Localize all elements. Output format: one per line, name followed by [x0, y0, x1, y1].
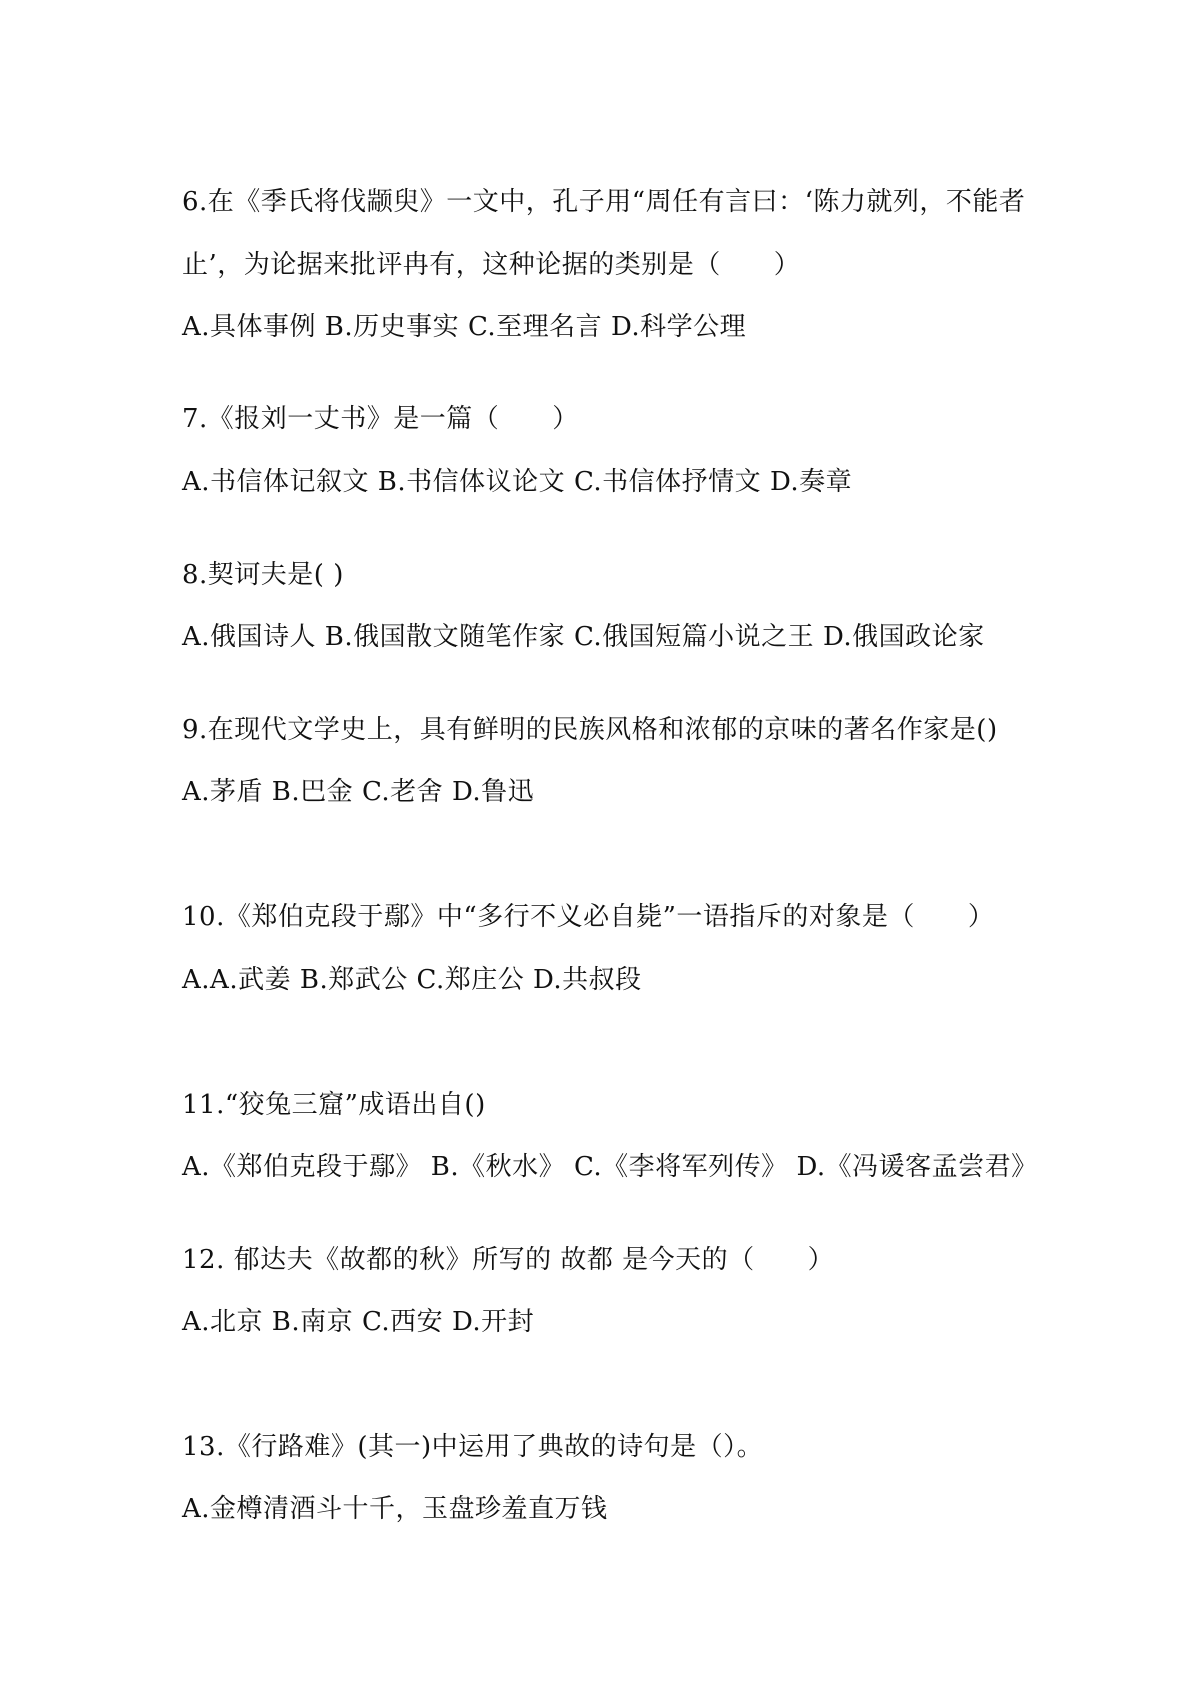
question-6-stem-line-1: 6.在《季氏将伐颛臾》一文中，孔子用“周任有言曰：‘陈力就列，不能者: [182, 187, 1026, 217]
question-9-options: A.茅盾 B.巴金 C.老舍 D.鲁迅: [182, 777, 535, 807]
question-12-options: A.北京 B.南京 C.西安 D.开封: [182, 1307, 535, 1337]
question-7-stem: 7.《报刘一丈书》是一篇（ ）: [182, 404, 579, 434]
question-12-stem: 12. 郁达夫《故都的秋》所写的 故都 是今天的（ ）: [182, 1245, 835, 1275]
question-13-options: A.金樽清酒斗十千，玉盘珍羞直万钱: [182, 1494, 608, 1524]
question-6-options: A.具体事例 B.历史事实 C.至理名言 D.科学公理: [182, 312, 747, 342]
question-11-stem: 11.“狡兔三窟”成语出自(): [182, 1090, 486, 1120]
question-8-options: A.俄国诗人 B.俄国散文随笔作家 C.俄国短篇小说之王 D.俄国政论家: [182, 622, 985, 652]
question-6-stem-line-2: 止’，为论据来批评冉有，这种论据的类别是（ ）: [182, 250, 801, 280]
question-11-options: A.《郑伯克段于鄢》 B.《秋水》 C.《李将军列传》 D.《冯谖客孟尝君》: [182, 1152, 1038, 1182]
question-7-options: A.书信体记叙文 B.书信体议论文 C.书信体抒情文 D.奏章: [182, 467, 853, 497]
question-10-options: A.A.武姜 B.郑武公 C.郑庄公 D.共叔段: [182, 965, 642, 995]
question-10-stem: 10.《郑伯克段于鄢》中“多行不义必自毙”一语指斥的对象是（ ）: [182, 902, 995, 932]
question-13-stem: 13.《行路难》(其一)中运用了典故的诗句是（）。: [182, 1432, 764, 1462]
question-9-stem: 9.在现代文学史上，具有鲜明的民族风格和浓郁的京味的著名作家是(): [182, 715, 998, 745]
question-8-stem: 8.契诃夫是( ): [182, 560, 344, 590]
